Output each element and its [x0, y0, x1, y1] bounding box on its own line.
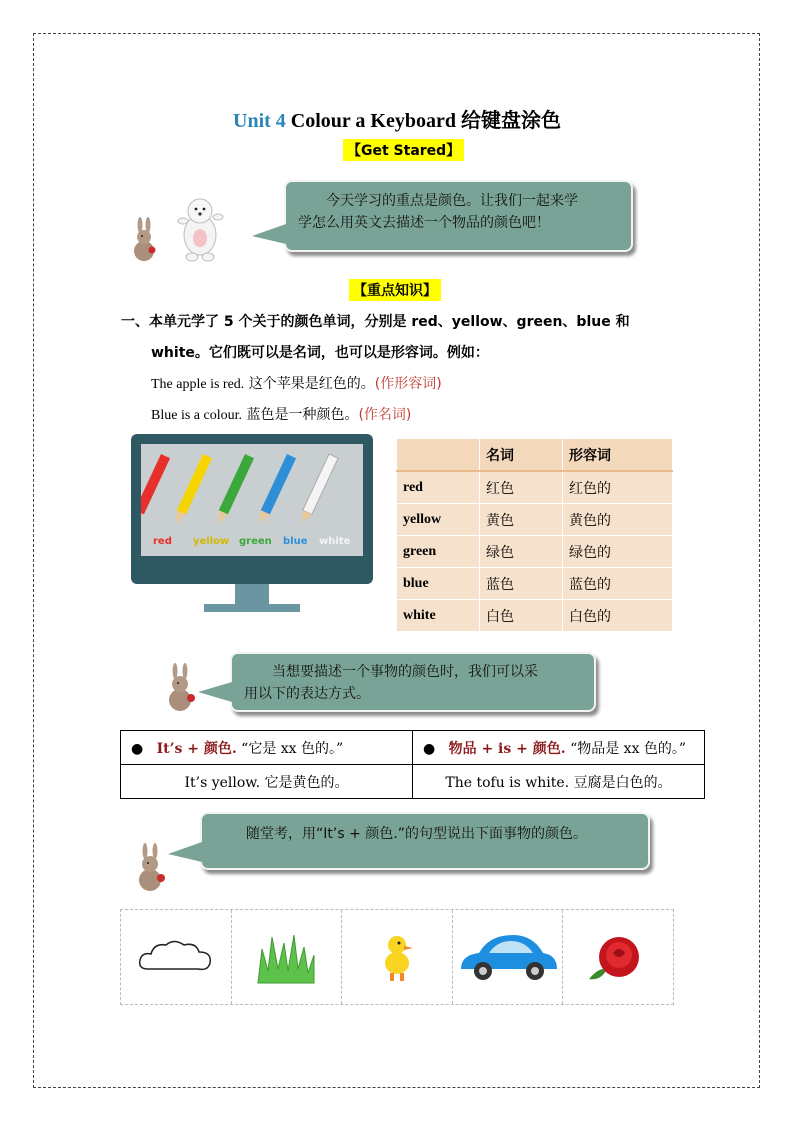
page-title	[0, 104, 794, 133]
table-header-cell: 名词	[480, 439, 563, 472]
table-row	[397, 504, 673, 536]
right-example-cell: The tofu is white. 豆腐是白色的。	[413, 765, 705, 799]
pencil-label-yellow: yellow	[193, 536, 230, 547]
section-1-line-2: white。它们既可以是名词，也可以是形容词。例如：	[151, 345, 489, 361]
table-cell: 白色	[480, 600, 563, 632]
table-cell: 黄色的	[563, 504, 673, 536]
grass-icon	[256, 929, 316, 985]
left-example-cell: It’s yellow. 它是黄色的。	[121, 765, 413, 799]
describe-line-2: 用以下的表达方式。	[244, 686, 370, 702]
quiz-item-grass	[232, 910, 343, 1004]
rabbit-icon	[134, 217, 156, 261]
table-cell: 红色的	[563, 471, 673, 504]
example-1-english: The apple is red.	[151, 377, 245, 392]
table-row	[397, 536, 673, 568]
example-1-chinese: 这个苹果是红色的。	[248, 376, 375, 392]
section-1-line-1: 一、本单元学了 5 个关于的颜色单词，分别是 red、yellow、green、blue 和	[121, 314, 630, 330]
table-cell: 白色的	[563, 600, 673, 632]
quiz-item-cloud	[121, 910, 232, 1004]
left-pattern-cell	[121, 731, 413, 765]
example-2-chinese: 蓝色是一种颜色。	[246, 407, 359, 423]
bear-icon	[178, 199, 223, 261]
table-cell: 红色	[480, 471, 563, 504]
pencil-label-green: green	[239, 536, 272, 547]
intro-speech-bubble	[284, 180, 633, 252]
quiz-pictures	[120, 909, 674, 1005]
mascots-illustration	[128, 193, 238, 265]
table-cell: white	[397, 600, 480, 632]
intro-line-2: 学怎么用英文去描述一个物品的颜色吧！	[298, 215, 550, 231]
table-cell: 绿色的	[563, 536, 673, 568]
left-pattern: It’s + 颜色.	[156, 740, 237, 757]
right-pattern-cell	[413, 731, 705, 765]
pencils-icon	[141, 444, 363, 556]
quiz-speech-bubble	[200, 812, 650, 870]
table-cell: yellow	[397, 504, 480, 536]
duck-icon	[377, 929, 417, 985]
table-header-cell	[397, 439, 480, 472]
pencil-label-blue: blue	[283, 536, 308, 547]
table-row	[397, 471, 673, 504]
rose-icon	[583, 927, 653, 987]
table-row	[397, 600, 673, 632]
pencil-label-white: white	[319, 536, 351, 547]
table-header-row	[121, 731, 705, 765]
get-started-tag: 【Get Stared】	[343, 139, 464, 161]
describe-speech-bubble	[230, 652, 596, 712]
vocab-table	[396, 438, 673, 632]
table-cell: red	[397, 471, 480, 504]
bubble-tail	[168, 842, 204, 864]
table-header-row	[397, 439, 673, 472]
right-pattern: 物品 + is + 颜色.	[448, 740, 566, 757]
quiz-text: 随堂考，用“It’s + 颜色.”的句型说出下面事物的颜色。	[246, 826, 587, 842]
key-points-tag: 【重点知识】	[349, 279, 441, 301]
table-cell: 绿色	[480, 536, 563, 568]
table-row	[397, 568, 673, 600]
pencil-label-red: red	[153, 536, 172, 547]
title-unit: Unit 4	[233, 110, 286, 132]
table-cell: 蓝色	[480, 568, 563, 600]
bubble-tail	[198, 682, 234, 704]
table-cell: blue	[397, 568, 480, 600]
monitor-stand	[235, 584, 269, 604]
example-2-english: Blue is a colour.	[151, 408, 242, 423]
example-1	[151, 373, 442, 393]
quiz-item-rose	[563, 910, 673, 1004]
right-pattern-meaning: “物品是 xx 色的。”	[570, 740, 687, 757]
table-cell: 蓝色的	[563, 568, 673, 600]
monitor-frame	[131, 434, 373, 584]
table-cell: green	[397, 536, 480, 568]
quiz-item-duck	[342, 910, 453, 1004]
describe-line-1: 当想要描述一个事物的颜色时，我们可以采	[272, 664, 538, 680]
car-icon	[455, 927, 561, 987]
cloud-icon	[136, 935, 216, 979]
table-header-cell: 形容词	[563, 439, 673, 472]
quiz-item-car	[453, 910, 564, 1004]
bubble-tail	[252, 222, 288, 246]
table-row	[121, 765, 705, 799]
monitor-base	[204, 604, 300, 612]
monitor-screen	[141, 444, 363, 556]
example-2	[151, 404, 411, 424]
bullet-icon: ●	[423, 740, 436, 757]
table-cell: 黄色	[480, 504, 563, 536]
bullet-icon: ●	[131, 740, 144, 757]
title-text: Colour a Keyboard 给键盘涂色	[290, 110, 561, 132]
intro-line-1: 今天学习的重点是颜色。让我们一起来学	[326, 193, 578, 209]
example-2-note: (作名词)	[358, 407, 412, 423]
example-1-note: (作形容词)	[374, 376, 442, 392]
pattern-table	[120, 730, 705, 799]
left-pattern-meaning: “它是 xx 色的。”	[241, 740, 344, 757]
